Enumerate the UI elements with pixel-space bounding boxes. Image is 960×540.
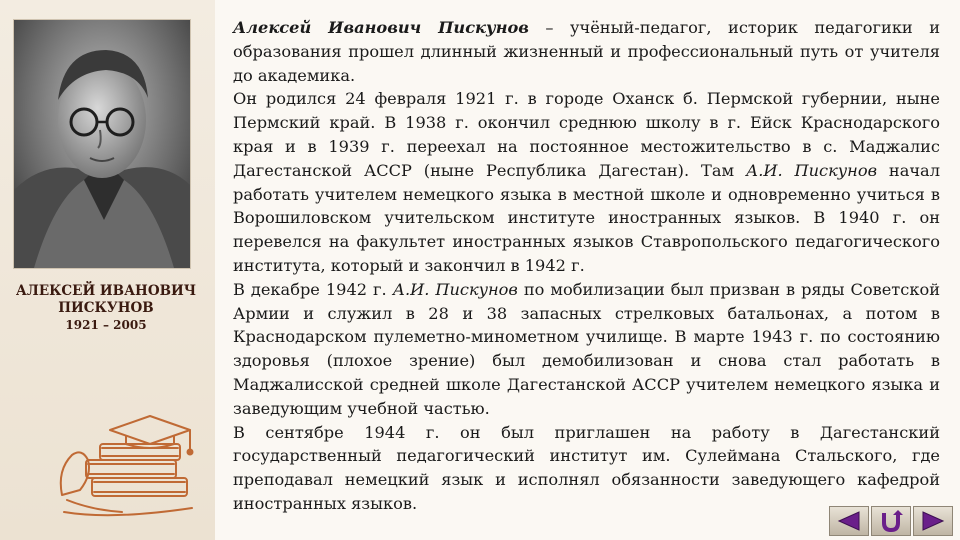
portrait-photo — [14, 20, 190, 268]
biography-paragraph-2 — [233, 87, 940, 277]
previous-slide-button[interactable] — [829, 506, 869, 536]
triangle-right-icon — [921, 511, 945, 531]
next-slide-button[interactable] — [913, 506, 953, 536]
subject-name: Алексей Иванович Пискунов — [233, 18, 529, 37]
books-graduation-cap-icon — [52, 400, 202, 520]
paragraph-4-text: В сентябре 1944 г. он был приглашен на работу в Дагестанский государственный педагогический институт им. Сулеймана Стальского, где преподавал немецкий язык и исполнял обязанности заведующего кафедрой иностранных языков. — [233, 422, 940, 513]
biography-paragraph-3 — [233, 278, 940, 421]
subject-initials: А.И. Пискунов — [745, 160, 878, 180]
subject-initials: А.И. Пискунов — [392, 279, 518, 299]
biography-text — [233, 16, 940, 516]
return-button[interactable] — [871, 506, 911, 536]
biography-paragraph-1 — [233, 16, 940, 87]
paragraph-3-text-a: В декабре 1942 г. — [233, 279, 393, 299]
paragraph-1-text: – учёный-педагог, историк педагогики и образования прошел длинный жизненный и профессиональный путь от учителя до академика. — [233, 18, 940, 85]
u-turn-icon — [879, 510, 903, 532]
paragraph-2-text-a: Он родился 24 февраля 1921 г. в городе Оханск б. Пермской губернии, ныне Пермский край. В 1938 г. окончил среднюю школу в г. Ейск Краснодарского края и в 1939 г. переехал на постоянное местожительство в с. Маджалис Дагестанской АССР (ныне Республика Дагестан). Там — [233, 89, 940, 180]
biography-paragraph-4 — [233, 421, 940, 516]
caption-name: АЛЕКСЕЙ ИВАНОВИЧ ПИСКУНОВ — [15, 283, 197, 316]
paragraph-3-text-b: по мобилизации был призван в ряды Советской Армии и служил в 28 и 38 запасных стрелковых батальонах, а потом в Краснодарском пулеметно-минометном училище. В марте 1943 г. по состоянию здоровья (плохое зрение) был демобилизован и снова стал работать в Маджалисской средней школе Дагестанской АССР учителем немецкого языка и заведующим учебной частью. — [233, 279, 940, 418]
portrait-caption — [6, 283, 206, 334]
paragraph-2-text-b: начал работать учителем немецкого языка в местной школе и одновременно учиться в Ворошиловском учительском институте иностранных языков. В 1940 г. он перевелся на факультет иностранных языков Ставропольского педагогического института, который и закончил в 1942 г. — [233, 160, 940, 275]
caption-years: 1921 – 2005 — [65, 318, 147, 332]
triangle-left-icon — [837, 511, 861, 531]
left-panel — [0, 0, 215, 540]
